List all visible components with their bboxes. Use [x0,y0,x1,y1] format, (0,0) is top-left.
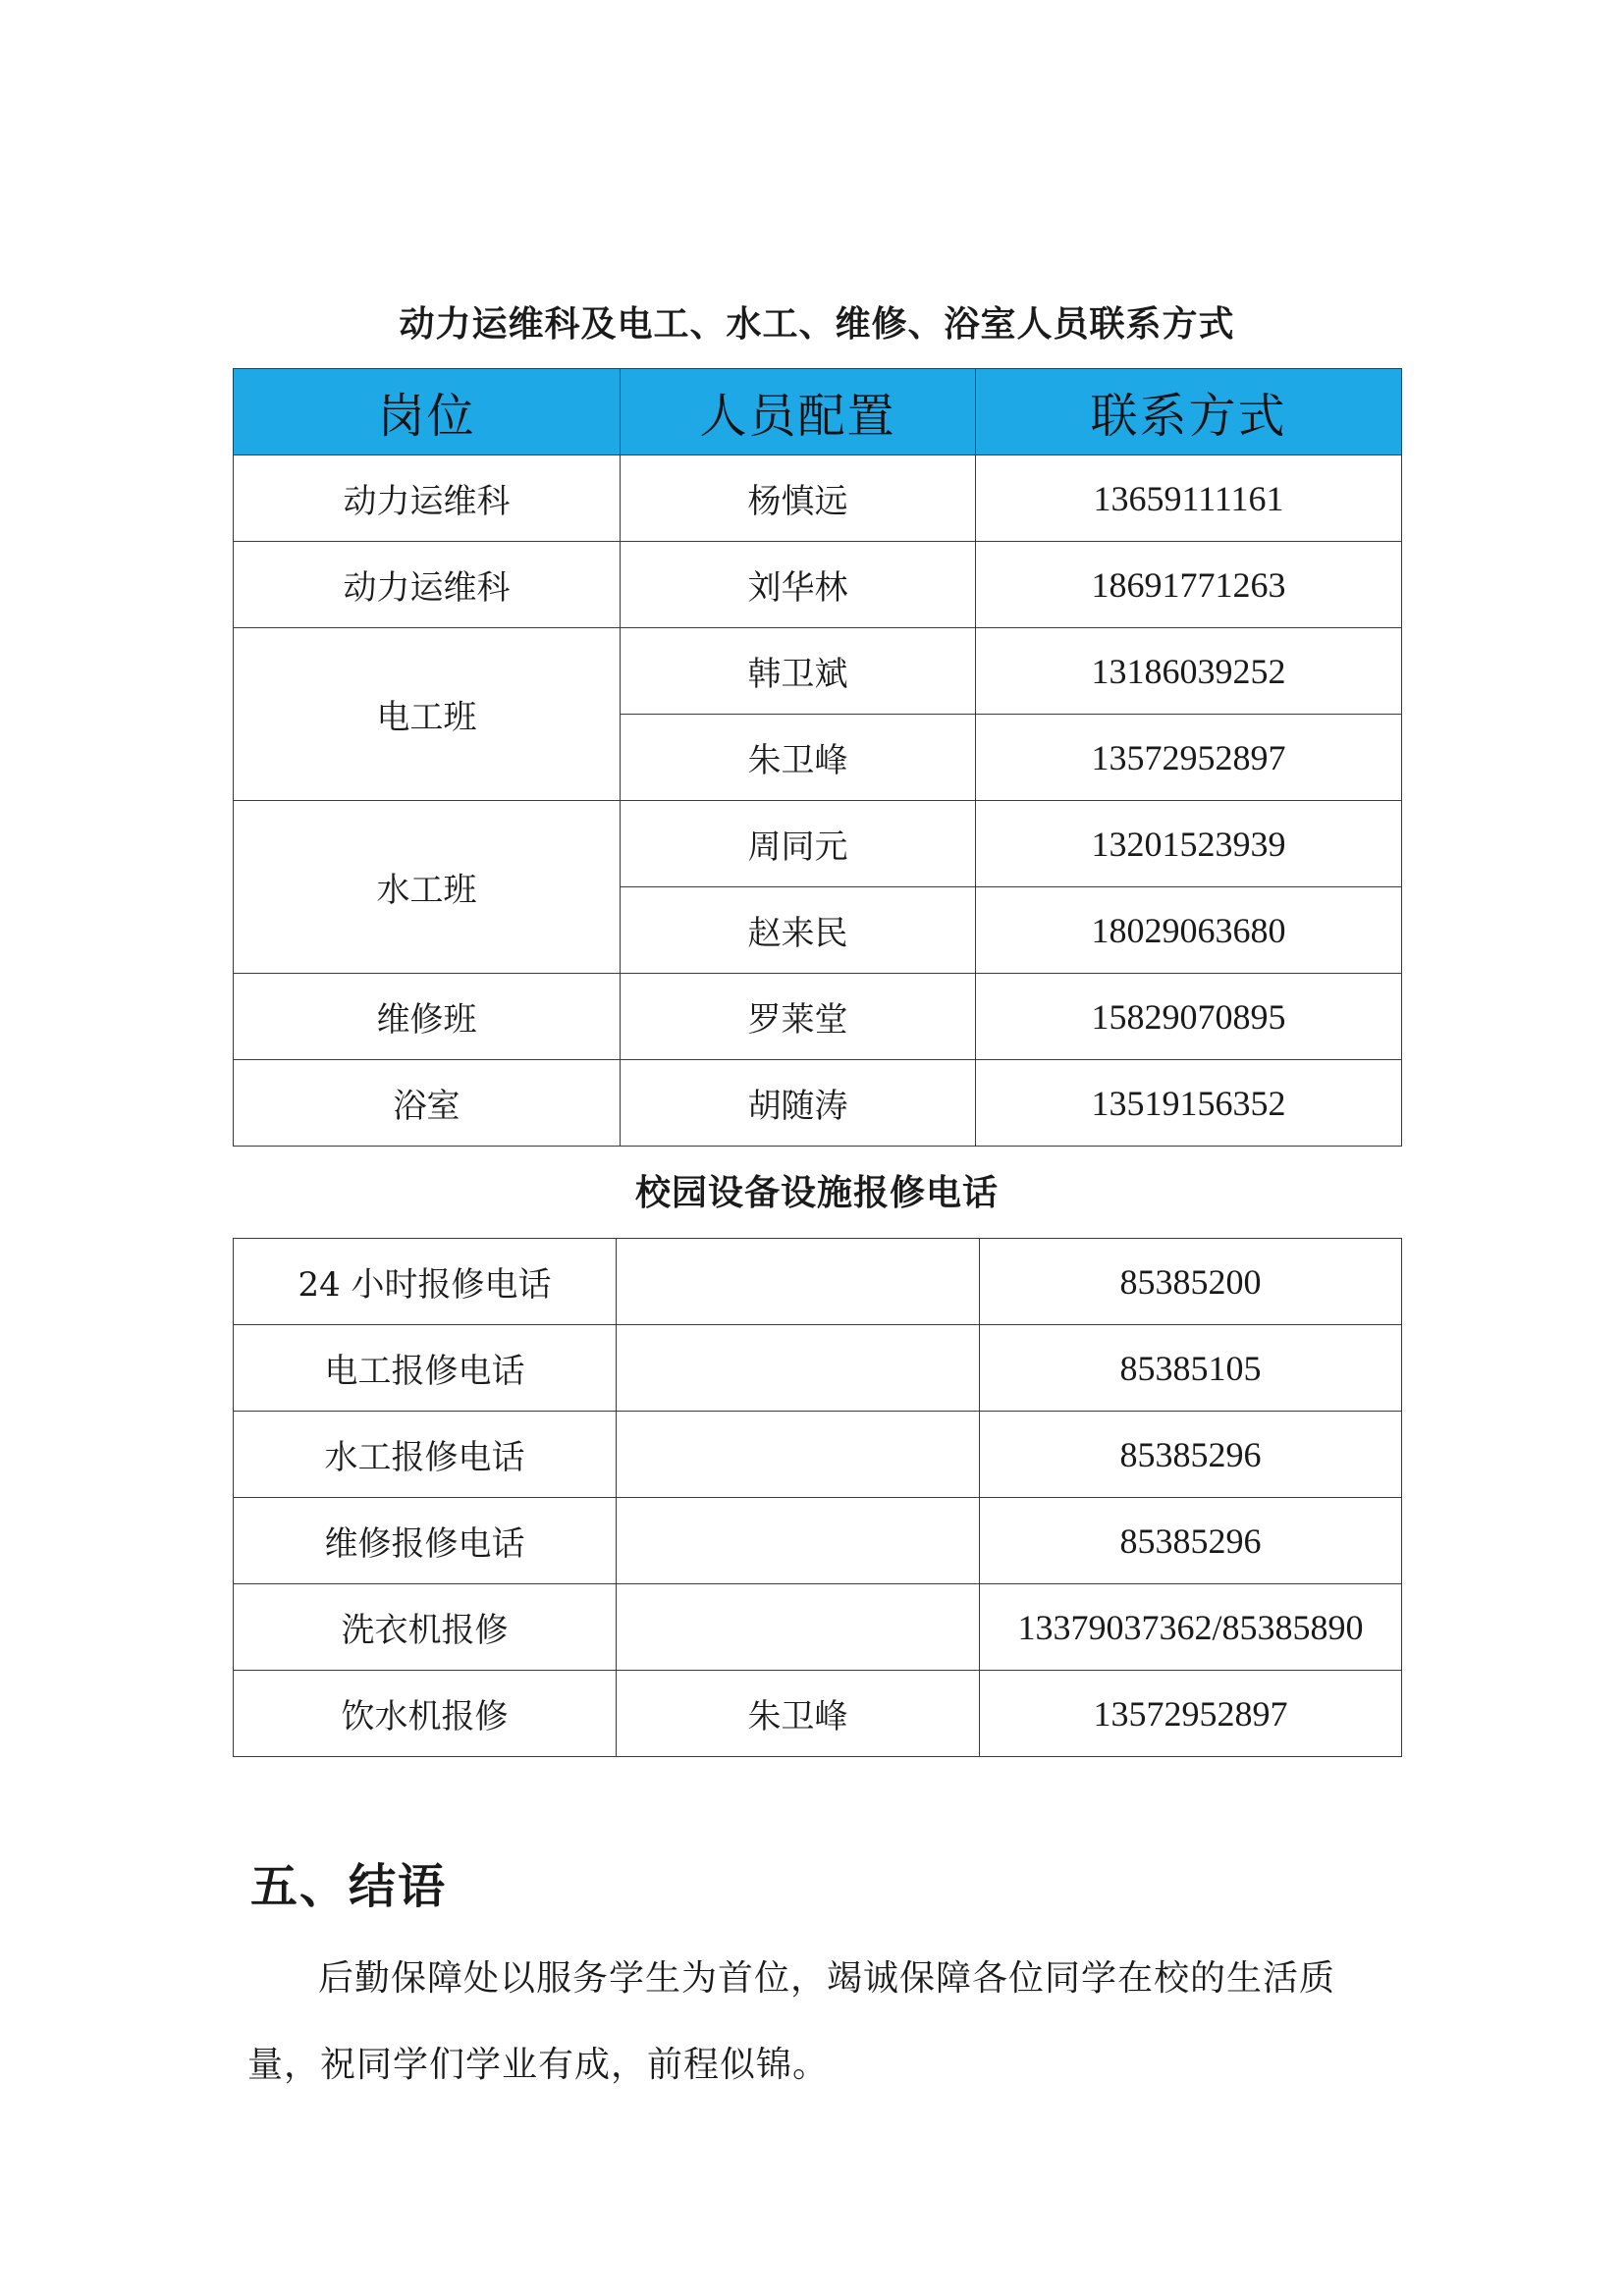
repair-item-cell: 洗衣机报修 [234,1584,617,1671]
repair-item-cell: 水工报修电话 [234,1412,617,1498]
phone-cell: 13659111161 [976,455,1402,542]
conclusion-heading: 五、结语 [250,1859,448,1914]
table-row [234,628,1402,715]
table-row [234,1325,1402,1412]
post-cell: 动力运维科 [234,455,621,542]
phone-cell: 13201523939 [976,801,1402,887]
post-cell: 水工班 [234,801,621,974]
repair-person-cell [617,1584,980,1671]
phone-cell: 85385105 [980,1325,1402,1412]
repair-item-cell: 24 小时报修电话 [234,1239,617,1325]
repair-table-title: 校园设备设施报修电话 [634,1173,999,1213]
phone-cell: 13572952897 [980,1671,1402,1757]
repair-item-cell: 维修报修电话 [234,1498,617,1584]
phone-cell: 13379037362/85385890 [980,1584,1402,1671]
phone-cell: 85385200 [980,1239,1402,1325]
header-contact: 联系方式 [976,369,1402,455]
repair-person-cell: 朱卫峰 [617,1671,980,1757]
repair-person-cell [617,1325,980,1412]
name-cell: 韩卫斌 [621,628,976,715]
name-cell: 刘华林 [621,542,976,628]
contact-table [233,368,1402,1147]
table-row [234,801,1402,887]
table-row [234,1498,1402,1584]
phone-cell: 13572952897 [976,715,1402,801]
table-row [234,1584,1402,1671]
table-row [234,1412,1402,1498]
table-row [234,1060,1402,1147]
phone-cell: 85385296 [980,1412,1402,1498]
repair-table [233,1238,1402,1757]
repair-item-cell: 饮水机报修 [234,1671,617,1757]
table-row [234,974,1402,1060]
name-cell: 赵来民 [621,887,976,974]
phone-cell: 15829070895 [976,974,1402,1060]
post-cell: 动力运维科 [234,542,621,628]
phone-cell: 13519156352 [976,1060,1402,1147]
repair-item-cell: 电工报修电话 [234,1325,617,1412]
repair-person-cell [617,1239,980,1325]
post-cell: 电工班 [234,628,621,801]
table-row [234,542,1402,628]
header-staff: 人员配置 [621,369,976,455]
phone-cell: 13186039252 [976,628,1402,715]
name-cell: 杨慎远 [621,455,976,542]
table-header-row [234,369,1402,455]
header-post: 岗位 [234,369,621,455]
table-row [234,1671,1402,1757]
table-row [234,1239,1402,1325]
repair-person-cell [617,1412,980,1498]
conclusion-paragraph: 后勤保障处以服务学生为首位，竭诚保障各位同学在校的生活质量，祝同学们学业有成，前程似锦。 [247,1958,1336,2085]
post-cell: 维修班 [234,974,621,1060]
phone-cell: 85385296 [980,1498,1402,1584]
name-cell: 胡随涛 [621,1060,976,1147]
name-cell: 罗莱堂 [621,974,976,1060]
name-cell: 朱卫峰 [621,715,976,801]
phone-cell: 18029063680 [976,887,1402,974]
contact-table-title: 动力运维科及电工、水工、维修、浴室人员联系方式 [399,304,1235,345]
table-row [234,455,1402,542]
name-cell: 周同元 [621,801,976,887]
phone-cell: 18691771263 [976,542,1402,628]
repair-person-cell [617,1498,980,1584]
post-cell: 浴室 [234,1060,621,1147]
